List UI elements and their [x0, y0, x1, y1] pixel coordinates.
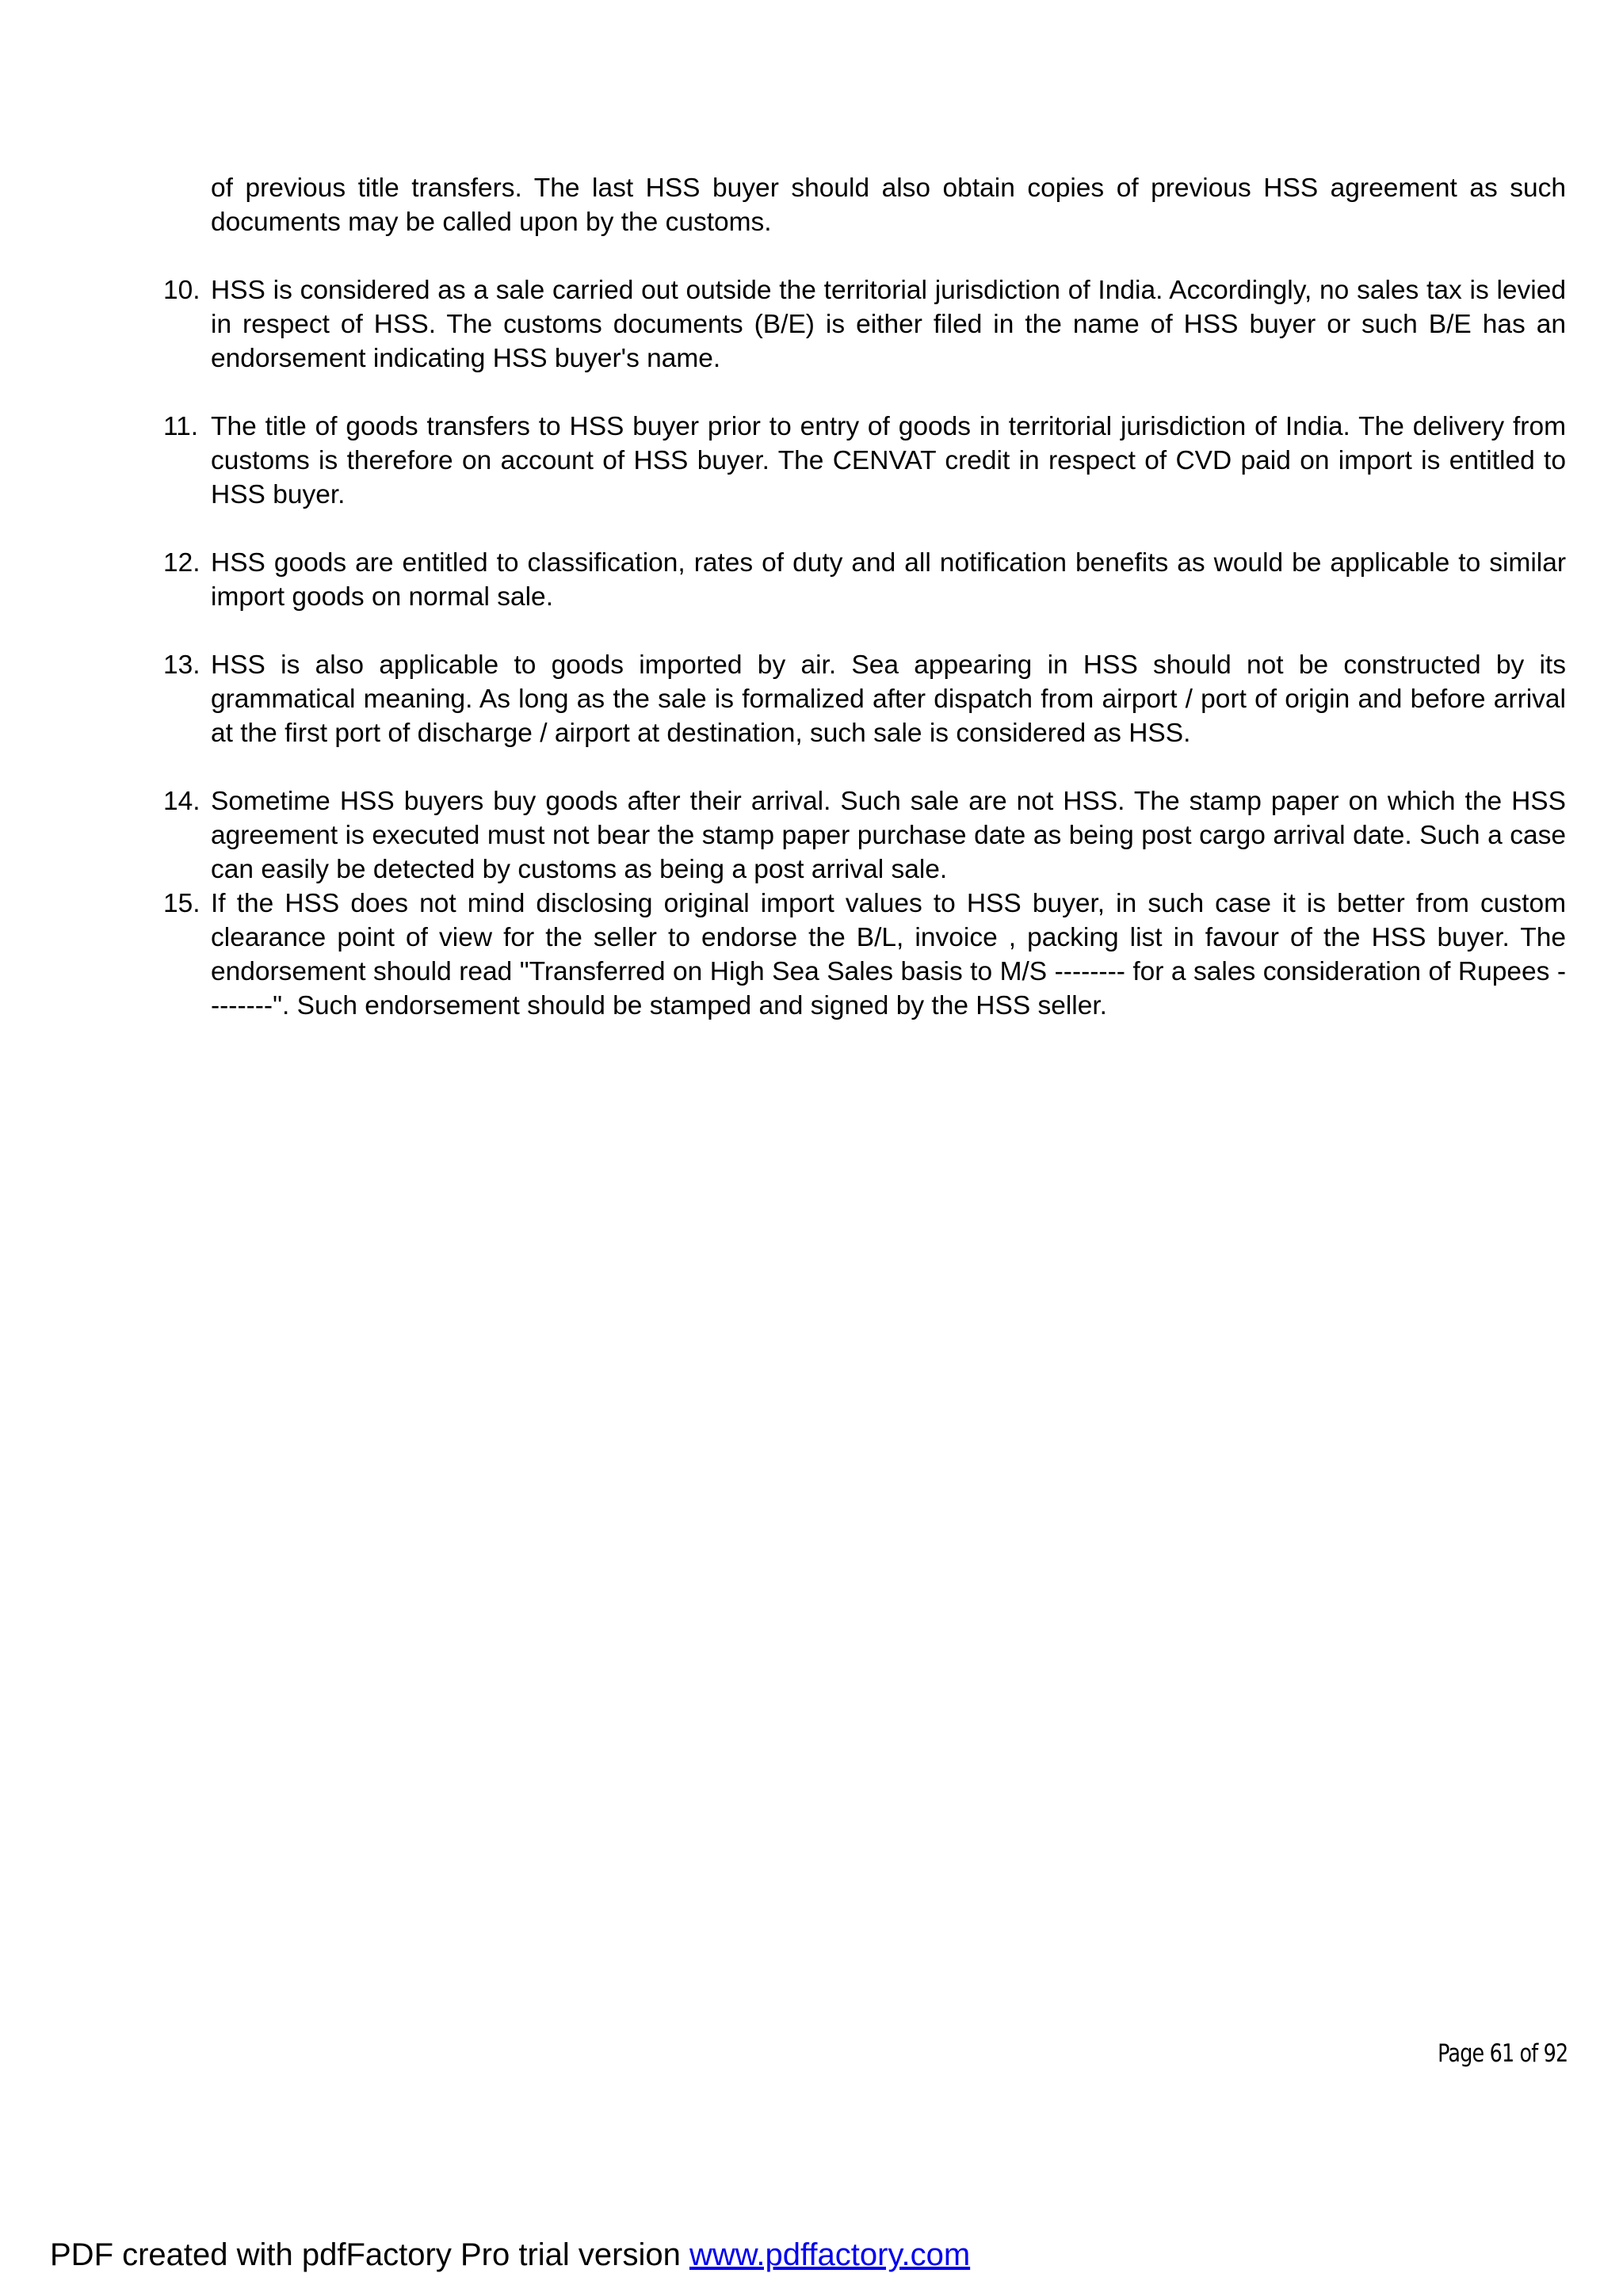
- list-item-text: Sometime HSS buyers buy goods after their arrival. Such sale are not HSS. The stamp paper on which the HSS agreement is executed must not bear the stamp paper purchase date as being post cargo arrival date. Such a case can easily be detected by customs as being a post arrival sale.: [211, 787, 1566, 884]
- list-item-text: HSS goods are entitled to classification, rates of duty and all notification benefits as would be applicable to similar import goods on normal sale.: [211, 548, 1566, 612]
- document-body: [163, 171, 1566, 1023]
- list-item-number: 14.: [163, 787, 200, 816]
- page-number: Page 61 of 92: [1437, 2039, 1568, 2068]
- list-item: [163, 648, 1566, 750]
- list-item-text: If the HSS does not mind disclosing original import values to HSS buyer, in such case it is better from custom clearance point of view for the seller to endorse the B/L, invoice , packing list in favour of the HSS buyer. The endorsement should read "Transferred on High Sea Sales basis to M/S -------- for a sales consideration of Rupees --------". Such endorsement should be stamped and signed by the HSS seller.: [211, 889, 1566, 1020]
- list-item: [163, 410, 1566, 512]
- list-item-text: HSS is also applicable to goods imported by air. Sea appearing in HSS should not be constructed by its grammatical meaning. As long as the sale is formalized after dispatch from airport / port of origin and before arrival at the first port of discharge / airport at destination, such sale is considered as HSS.: [211, 650, 1566, 748]
- list-item: [163, 273, 1566, 376]
- footer-link[interactable]: www.pdffactory.com: [689, 2237, 971, 2272]
- continuation-paragraph: of previous title transfers. The last HSS buyer should also obtain copies of previous HSS agreement as such documents may be called upon by the customs.: [211, 174, 1566, 237]
- list-item-number: 10.: [163, 276, 200, 305]
- list-item-number: 15.: [163, 889, 200, 918]
- list-item: [163, 784, 1566, 887]
- list-item: [163, 546, 1566, 614]
- list-item-text: HSS is considered as a sale carried out outside the territorial jurisdiction of India. Accordingly, no sales tax is levied in respect of HSS. The customs documents (B/E) is either filed in the name of HSS buyer or such B/E has an endorsement indicating HSS buyer's name.: [211, 276, 1566, 373]
- footer-text: PDF created with pdfFactory Pro trial version: [50, 2237, 689, 2272]
- list-item-number: 11.: [163, 412, 199, 441]
- list-item-number: 12.: [163, 548, 200, 578]
- list-item: [163, 887, 1566, 1023]
- list-item-text: The title of goods transfers to HSS buyer prior to entry of goods in territorial jurisdiction of India. The delivery from customs is therefore on account of HSS buyer. The CENVAT credit in respect of CVD paid on import is entitled to HSS buyer.: [211, 412, 1566, 509]
- pdf-footer: [50, 2236, 970, 2274]
- list-item-number: 13.: [163, 650, 200, 680]
